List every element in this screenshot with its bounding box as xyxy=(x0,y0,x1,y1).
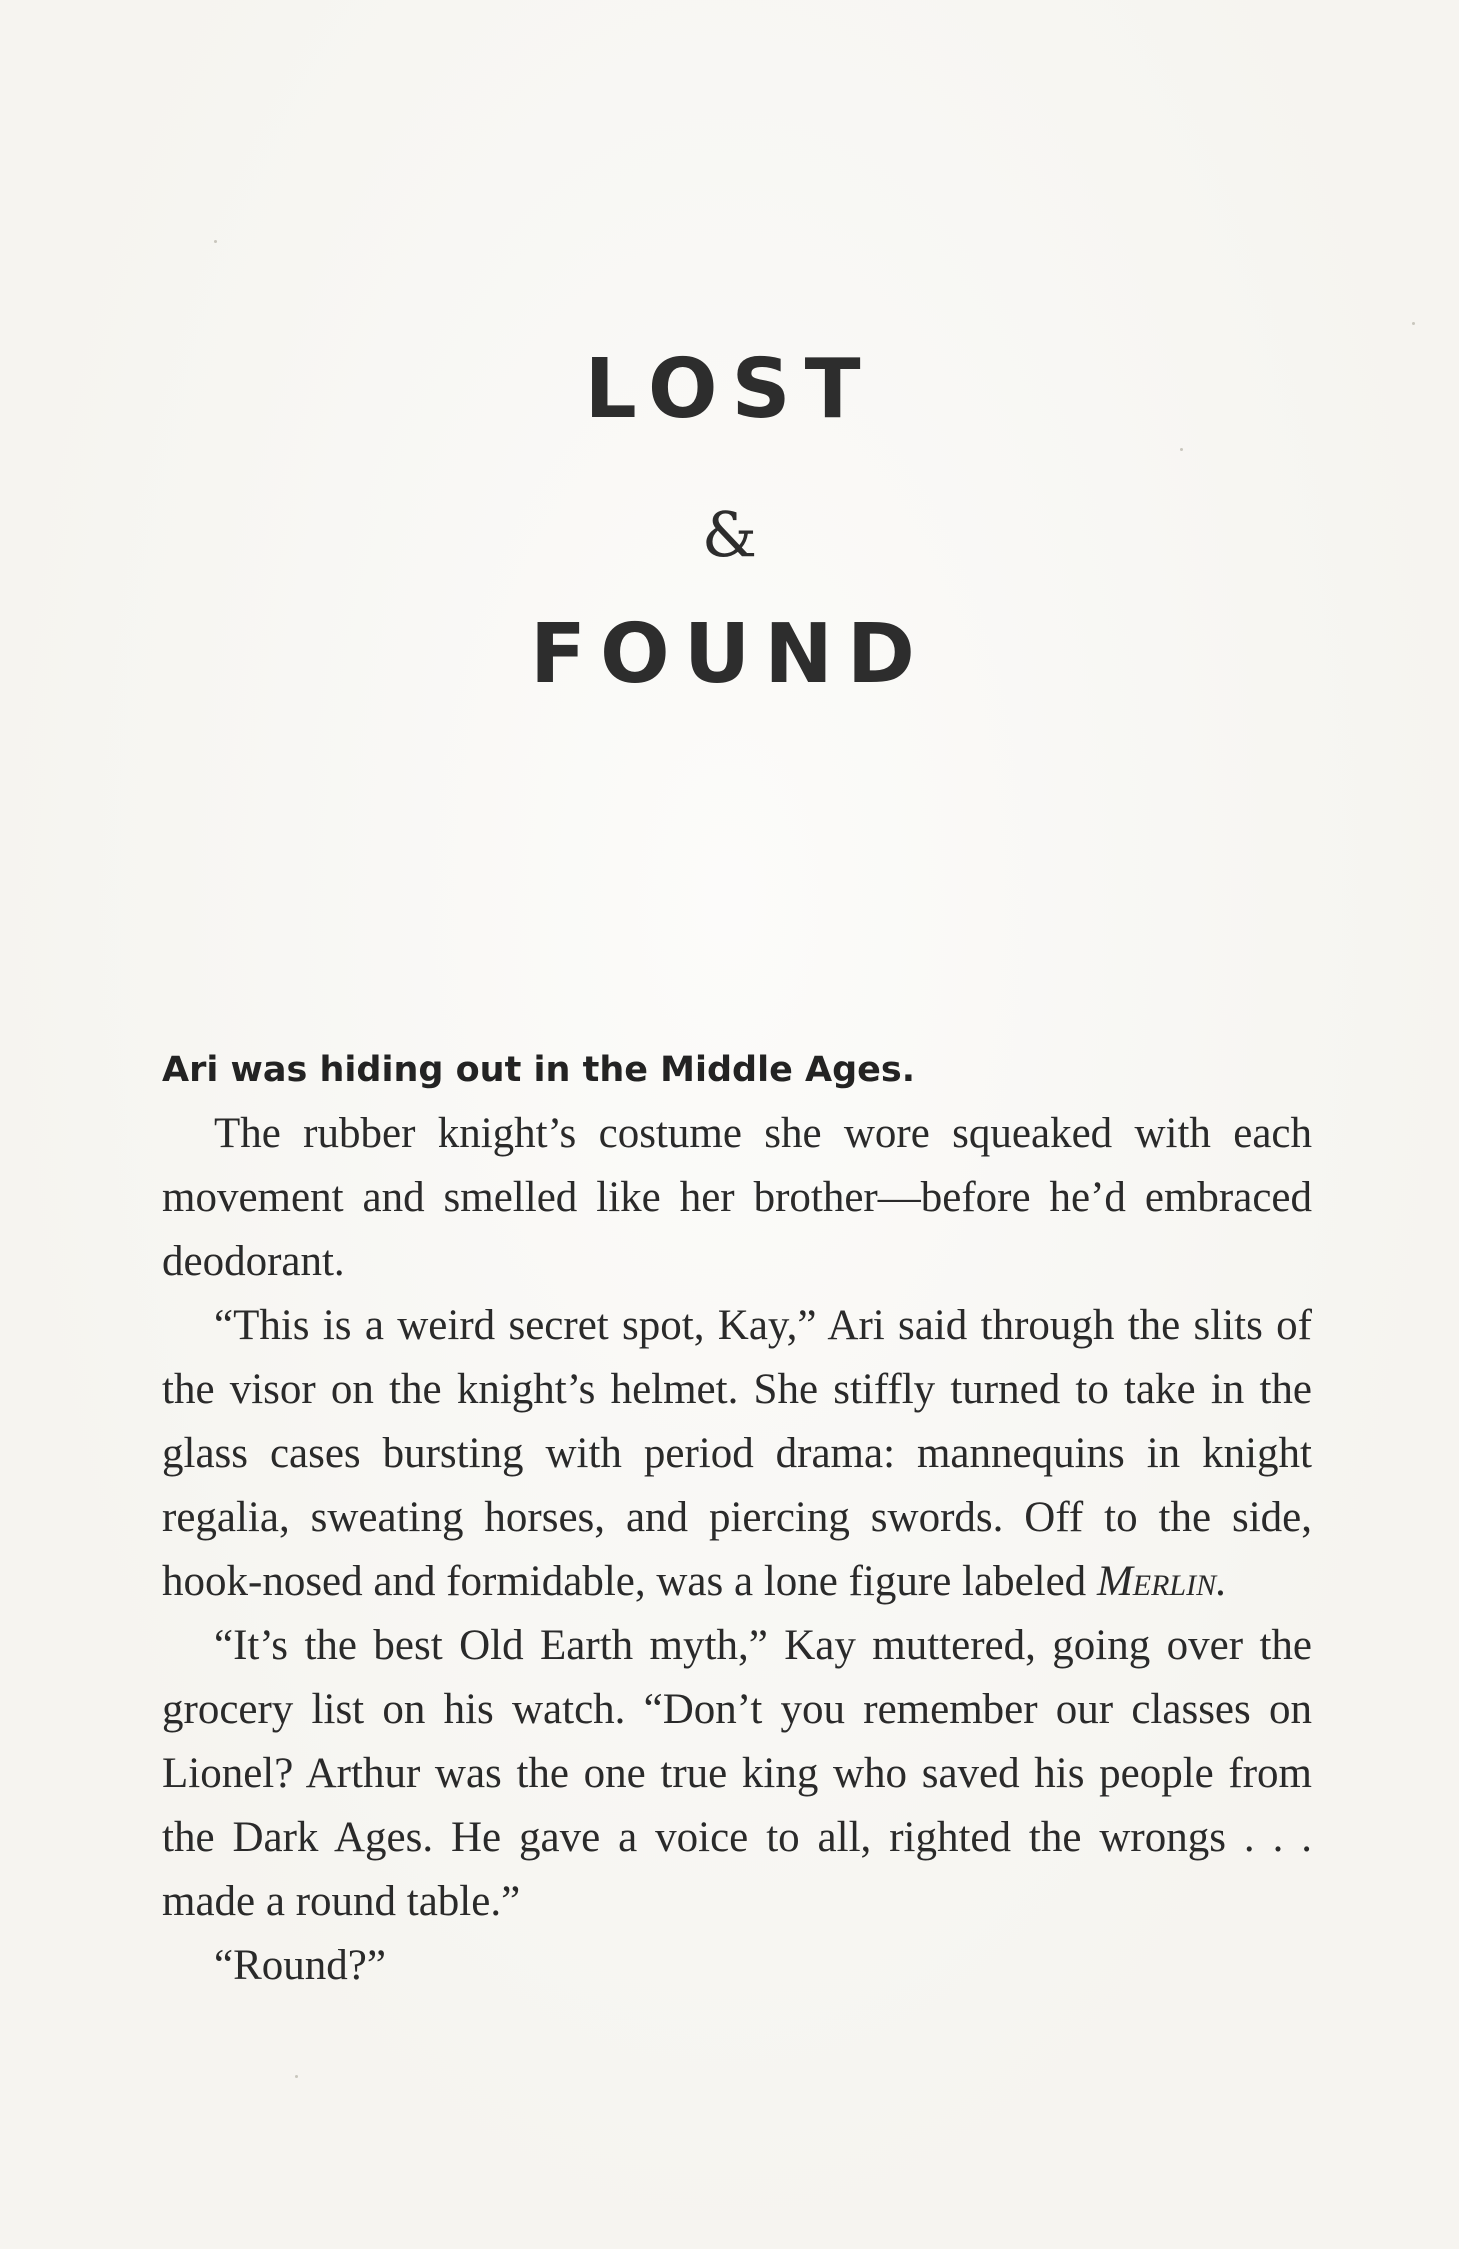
chapter-title-lost: LOST xyxy=(584,342,875,437)
paper-speck xyxy=(1180,448,1183,451)
paper-speck xyxy=(295,2075,298,2078)
paragraph-3: “It’s the best Old Earth myth,” Kay muttered, going over the grocery list on his watch. “Don’t you remember our classes on Lionel? Arthur was the one true king who saved his people from the Dark Ages. He gave a voice to all, righted the wrongs . . . made a round table.” xyxy=(162,1622,1312,1925)
merlin-label: Merlin. xyxy=(1096,1558,1227,1605)
paragraph-2-text: “This is a weird secret spot, Kay,” Ari said through the slits of the visor on the knight’s helmet. She stiffly turned to take in the glass cases bursting with period drama: mannequins in knight regalia, sweating horses, and piercing swords. Off to the side, hook-nosed and formidable, was a lone figure labeled xyxy=(162,1302,1312,1605)
lead-sentence: Ari was hiding out in the Middle Ages. xyxy=(162,1050,916,1090)
chapter-title-ampersand: & xyxy=(701,498,758,571)
paper-speck xyxy=(1412,322,1415,325)
paper-speck xyxy=(214,240,217,243)
paragraph-2 xyxy=(162,1294,1312,1614)
paragraph-1: The rubber knight’s costume she wore squeaked with each movement and smelled like her brother—before he’d embraced deodorant. xyxy=(162,1110,1312,1285)
chapter-title-found: FOUND xyxy=(529,607,929,702)
chapter-body xyxy=(162,1038,1312,1998)
paragraph-4: “Round?” xyxy=(214,1942,386,1989)
